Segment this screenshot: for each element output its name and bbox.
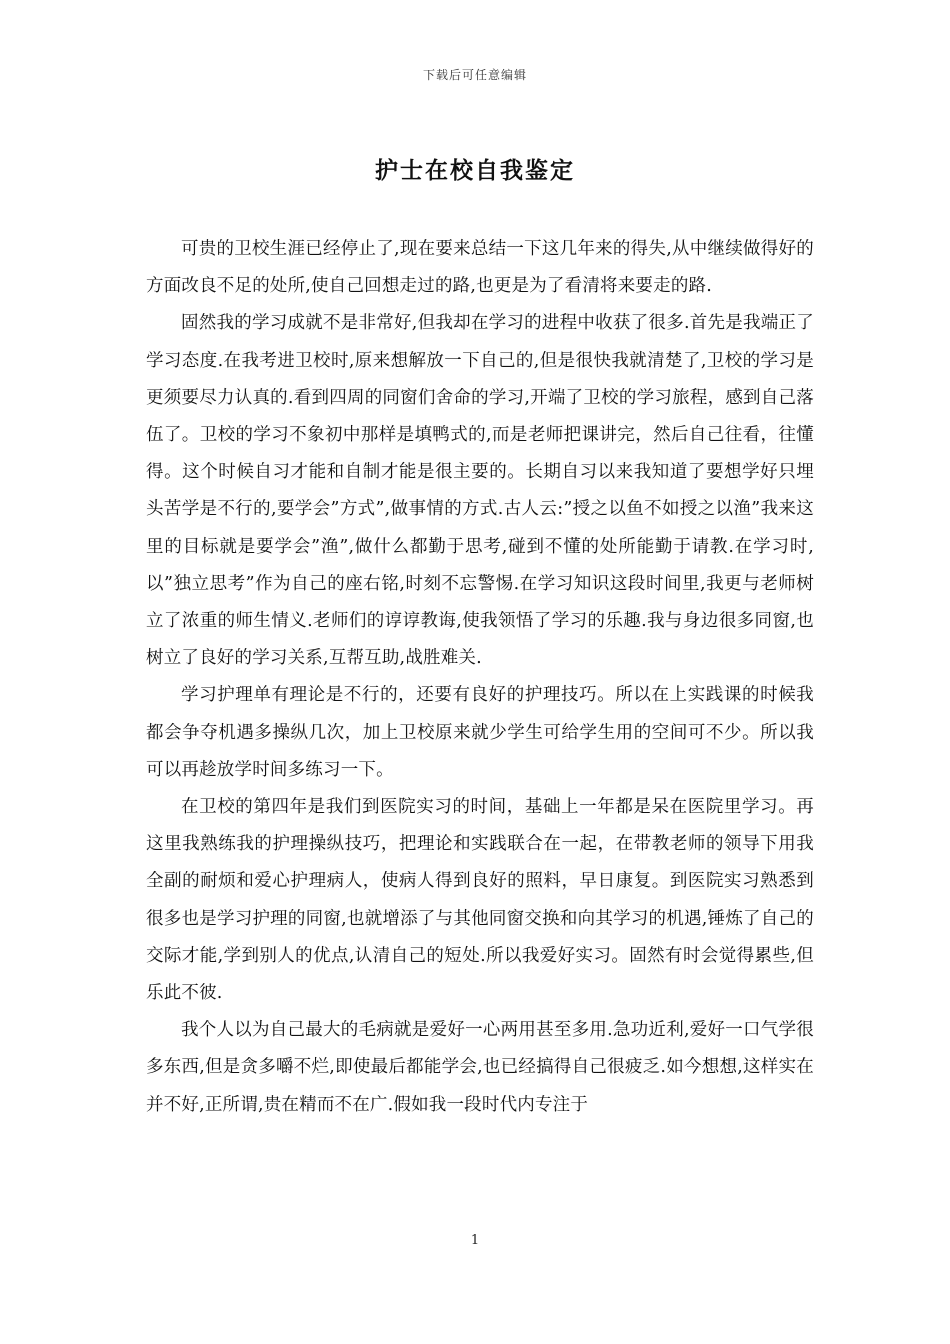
paragraph-5: 我个人以为自己最大的毛病就是爱好一心两用甚至多用.急功近利,爱好一口气学很多东西,但是贪多嚼不烂,即使最后都能学会,也已经搞得自己很疲乏.如今想想,这样实在并不好,正所谓,贵在精而不在广.假如我一段时代内专注于 [146, 1020, 814, 1115]
paragraph-1: 可贵的卫校生涯已经停止了,现在要来总结一下这几年来的得失,从中继续做得好的方面改良不足的处所,使自己回想走过的路,也更是为了看清将来要走的路. [146, 239, 814, 297]
header-note: 下载后可任意编辑 [422, 68, 527, 82]
page-number: 1 [470, 1233, 480, 1248]
document-body [146, 231, 814, 1124]
paragraph-4: 在卫校的第四年是我们到医院实习的时间，基础上一年都是呆在医院里学习。再这里我熟练我的护理操纵技巧，把理论和实践联合在一起，在带教老师的领导下用我全副的耐烦和爱心护理病人，使病人得到良好的照料，早日康复。到医院实习熟悉到很多也是学习护理的同窗,也就增添了与其他同窗交换和向其学习的机遇,锤炼了自己的交际才能,学到别人的优点,认清自己的短处.所以我爱好实习。固然有时会觉得累些,但乐此不彼. [146, 797, 814, 1004]
paragraph-3: 学习护理单有理论是不行的，还要有良好的护理技巧。所以在上实践课的时候我都会争夺机遇多操纵几次，加上卫校原来就少学生可给学生用的空间可不少。所以我可以再趁放学时间多练习一下。 [146, 685, 814, 780]
document-title: 护士在校自我鉴定 [375, 157, 575, 184]
paragraph-2: 固然我的学习成就不是非常好,但我却在学习的进程中收获了很多.首先是我端正了学习态度.在我考进卫校时,原来想解放一下自己的,但是很快我就清楚了,卫校的学习是更须要尽力认真的.看到四周的同窗们舍命的学习,开端了卫校的学习旅程，感到自己落伍了。卫校的学习不象初中那样是填鸭式的,而是老师把课讲完，然后自己往看，往懂得。这个时候自习才能和自制才能是很主要的。长期自习以来我知道了要想学好只埋头苦学是不行的,要学会”方式”,做事情的方式.古人云:”授之以鱼不如授之以渔”我来这里的目标就是要学会”渔”,做什么都勤于思考,碰到不懂的处所能勤于请教.在学习时,以”独立思考”作为自己的座右铭,时刻不忘警惕.在学习知识这段时间里,我更与老师树立了浓重的师生情义.老师们的谆谆教诲,使我领悟了学习的乐趣.我与身边很多同窗,也树立了良好的学习关系,互帮互助,战胜难关. [146, 313, 814, 669]
